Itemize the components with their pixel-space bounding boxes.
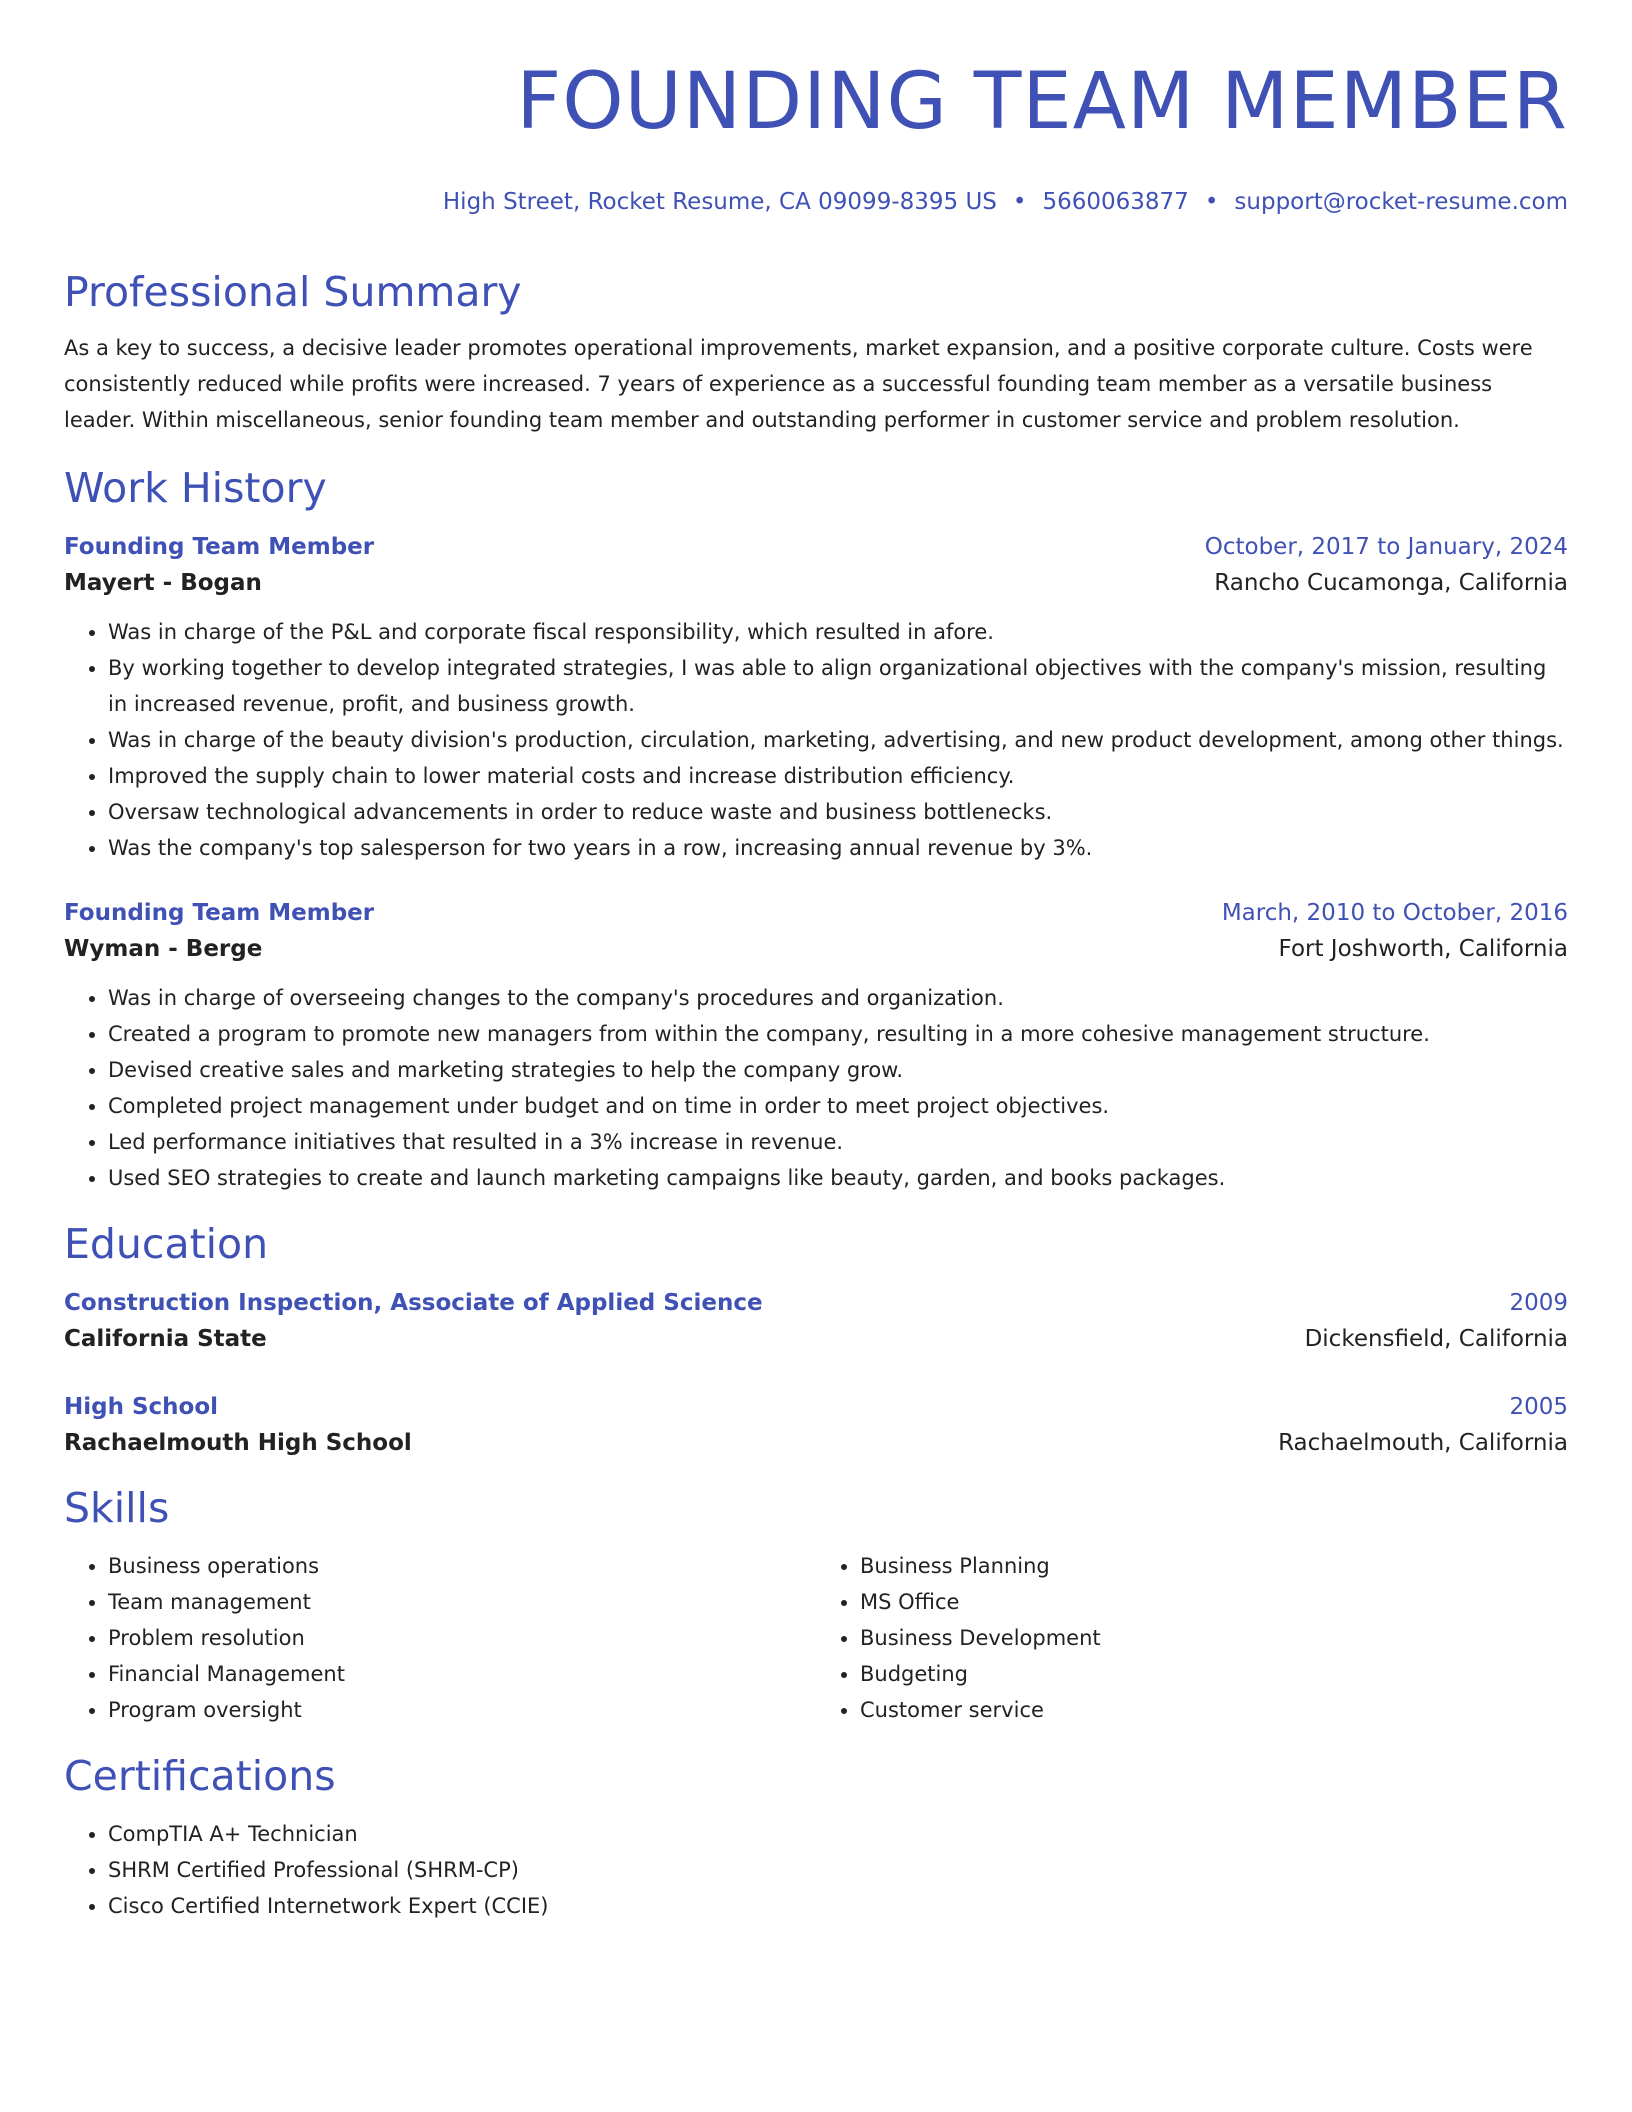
education-degree: Construction Inspection, Associate of Applied Science xyxy=(64,1290,763,1316)
job-role: Founding Team Member xyxy=(64,900,375,926)
job-bullet: • Led performance initiatives that resulted in a 3% increase in revenue. xyxy=(108,1124,1568,1160)
job-bullet: • Oversaw technological advancements in order to reduce waste and business bottlenecks. xyxy=(108,794,1568,830)
summary-text: As a key to success, a decisive leader promotes operational improvements, market expansion, and a positive corporate culture. Costs were consistently reduced while profits were increased. 7 years of experience as a successful founding team member as a versatile business leader. Within miscellaneous, senior founding team member and outstanding performer in customer service and problem resolution. xyxy=(64,336,1533,432)
section-title-education: Education xyxy=(64,1220,269,1268)
education-school: California State xyxy=(64,1326,267,1352)
section-title-work: Work History xyxy=(64,464,327,512)
section-title-summary: Professional Summary xyxy=(64,268,522,316)
skill-item: • Business Development xyxy=(860,1620,1568,1656)
contact-line xyxy=(64,186,1568,218)
education-entry xyxy=(64,1390,1568,1462)
job-entry xyxy=(64,896,1568,1196)
certification-item: • Cisco Certified Internetwork Expert (CCIE) xyxy=(108,1888,1568,1924)
contact-email: support@rocket-resume.com xyxy=(1234,189,1568,215)
job-role: Founding Team Member xyxy=(64,534,375,560)
education-entry xyxy=(64,1286,1568,1358)
job-bullet: • Was the company's top salesperson for two years in a row, increasing annual revenue by 3%. xyxy=(108,830,1568,866)
skill-item: • Financial Management xyxy=(108,1656,816,1692)
skills-column-left xyxy=(64,1548,816,1728)
education-location: Dickensfield, California xyxy=(1304,1326,1568,1352)
job-entry xyxy=(64,530,1568,866)
job-company: Mayert - Bogan xyxy=(64,570,262,596)
job-bullet: • Created a program to promote new managers from within the company, resulting in a more cohesive management structure. xyxy=(108,1016,1568,1052)
certification-item: • SHRM Certified Professional (SHRM-CP) xyxy=(108,1852,1568,1888)
section-title-certifications: Certifications xyxy=(64,1752,336,1800)
skill-item: • Business operations xyxy=(108,1548,816,1584)
contact-separator: • xyxy=(1012,189,1027,215)
skill-item: • Program oversight xyxy=(108,1692,816,1728)
job-bullets xyxy=(64,614,1568,866)
resume-header xyxy=(64,0,1568,218)
job-bullet: • Improved the supply chain to lower material costs and increase distribution efficiency. xyxy=(108,758,1568,794)
job-bullets xyxy=(64,980,1568,1196)
job-company: Wyman - Berge xyxy=(64,936,263,962)
education-year: 2009 xyxy=(1509,1290,1568,1316)
job-bullet: • Used SEO strategies to create and launch marketing campaigns like beauty, garden, and books packages. xyxy=(108,1160,1568,1196)
job-bullet: • Completed project management under budget and on time in order to meet project objectives. xyxy=(108,1088,1568,1124)
skill-item: • MS Office xyxy=(860,1584,1568,1620)
education-degree: High School xyxy=(64,1394,219,1420)
certification-item: • CompTIA A+ Technician xyxy=(108,1816,1568,1852)
skills-column-right xyxy=(816,1548,1568,1728)
skill-item: • Customer service xyxy=(860,1692,1568,1728)
contact-separator: • xyxy=(1204,189,1219,215)
job-bullet: • Was in charge of the P&L and corporate fiscal responsibility, which resulted in afore. xyxy=(108,614,1568,650)
skills-grid xyxy=(64,1536,1568,1728)
job-dates: March, 2010 to October, 2016 xyxy=(1221,900,1568,926)
education-year: 2005 xyxy=(1509,1394,1568,1420)
skill-item: • Problem resolution xyxy=(108,1620,816,1656)
skill-item: • Team management xyxy=(108,1584,816,1620)
job-bullet: • By working together to develop integrated strategies, I was able to align organizational objectives with the company's mission, resulting in increased revenue, profit, and business growth. xyxy=(108,650,1568,722)
job-bullet: • Devised creative sales and marketing strategies to help the company grow. xyxy=(108,1052,1568,1088)
job-location: Fort Joshworth, California xyxy=(1278,936,1568,962)
education-school: Rachaelmouth High School xyxy=(64,1430,412,1456)
contact-phone: 5660063877 xyxy=(1042,189,1189,215)
skill-item: • Business Planning xyxy=(860,1548,1568,1584)
job-location: Rancho Cucamonga, California xyxy=(1214,570,1568,596)
resume-name: FOUNDING TEAM MEMBER xyxy=(516,57,1568,147)
education-location: Rachaelmouth, California xyxy=(1278,1430,1568,1456)
contact-address: High Street, Rocket Resume, CA 09099-8395 US xyxy=(442,189,997,215)
job-bullet: • Was in charge of the beauty division's production, circulation, marketing, advertising, and new product development, among other things. xyxy=(108,722,1568,758)
job-bullet: • Was in charge of overseeing changes to the company's procedures and organization. xyxy=(108,980,1568,1016)
section-title-skills: Skills xyxy=(64,1484,170,1532)
job-dates: October, 2017 to January, 2024 xyxy=(1204,534,1568,560)
skill-item: • Budgeting xyxy=(860,1656,1568,1692)
certifications-list xyxy=(64,1816,1568,1924)
